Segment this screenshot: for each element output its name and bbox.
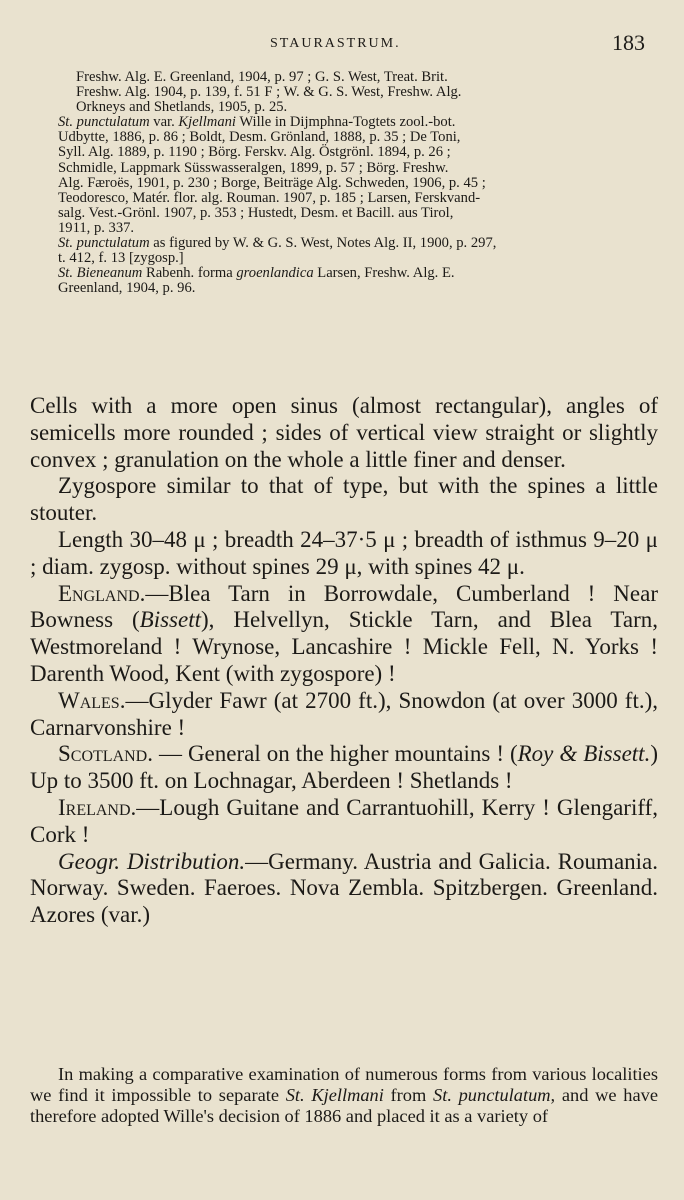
ireland-paragraph (30, 795, 658, 849)
reference-line: t. 412, f. 13 [zygosp.] (58, 250, 184, 267)
reference-line: Alg. Færoës, 1901, p. 230 ; Borge, Beiträge Alg. Schweden, 1906, p. 45 ; (58, 174, 486, 191)
reference-line: Greenland, 1904, p. 96. (58, 280, 196, 297)
taxon-name: St. punctulatum, (433, 1085, 556, 1106)
closing-paragraph (30, 1064, 658, 1128)
page-number: 183 (612, 30, 645, 55)
collector-name: Bissett (139, 607, 201, 633)
locality-text: —Glyder Fawr (at 2700 ft.), Snowdon (at over 3000 ft.), Carnarvonshire ! (30, 687, 658, 740)
distribution-paragraph (30, 849, 658, 929)
reference-line: Udbytte, 1886, p. 86 ; Boldt, Desm. Grönland, 1888, p. 35 ; De Toni, (58, 129, 461, 146)
reference-entry (58, 115, 658, 236)
region-label: Wales. (58, 687, 126, 713)
locality-text: ), Helvellyn, Stickle Tarn, and Blea Tarn, Westmoreland ! Wrynose, Lancashire ! Mickle Fell, N. Yorks ! Darenth Wood, Kent (with zygospore) ! (30, 607, 658, 686)
reference-line: Freshw. Alg. E. Greenland, 1904, p. 97 ; G. S. West, Treat. Brit. (76, 69, 448, 85)
reference-text: var. (149, 114, 179, 131)
main-text (30, 393, 658, 929)
reference-line: 1911, p. 337. (58, 219, 135, 236)
description-paragraph: Cells with a more open sinus (almost rectangular), angles of semicells more rounded ; sides of vertical view straight or slightly convex ; granulation on the whole a little finer and denser. (30, 393, 658, 472)
forma-name: groenlandica (236, 265, 314, 282)
measurements-paragraph: Length 30–48 μ ; breadth 24–37·5 μ ; breadth of isthmus 9–20 μ ; diam. zygosp. without spines 29 μ, with spines 42 μ. (30, 526, 658, 579)
reference-entry (58, 266, 658, 296)
closing-run: from (383, 1085, 434, 1106)
region-label: England. (58, 580, 146, 606)
page-header (0, 30, 684, 60)
region-label: Scotland. (58, 741, 153, 767)
taxon-name: St. punctulatum (58, 114, 150, 131)
reference-line: Teodoresco, Matér. flor. alg. Rouman. 1907, p. 185 ; Larsen, Ferskvand- (58, 189, 481, 206)
wales-paragraph (30, 688, 658, 742)
reference-continuation (58, 70, 658, 115)
scotland-paragraph (30, 741, 658, 795)
reference-text: Wille in Dijmphna-Togtets zool.-bot. (235, 114, 456, 131)
reference-text: Larsen, Freshw. Alg. E. (313, 265, 455, 282)
running-head: STAURASTRUM. (270, 36, 401, 51)
reference-line: Schmidle, Lappmark Süsswasseralgen, 1899, p. 57 ; Börg. Freshw. (58, 159, 449, 176)
taxon-name: St. Bieneanum (58, 265, 143, 282)
synonymy-references (58, 70, 658, 296)
collector-name: Roy & Bissett. (517, 741, 651, 767)
reference-line: Freshw. Alg. 1904, p. 139, f. 51 F ; W. & G. S. West, Freshw. Alg. (76, 84, 462, 101)
closing-run: and we have therefore adopted Wille's decision of 1886 and placed it as a variety of (30, 1085, 658, 1127)
zygospore-paragraph: Zygospore similar to that of type, but with the spines a little stouter. (30, 473, 658, 526)
locality-text: —Lough Guitane and Carrantuohill, Kerry ! Glengariff, Cork ! (30, 794, 658, 847)
taxon-name: St. Kjellmani (285, 1085, 384, 1106)
closing-run: In making a comparative examination of numerous forms from various localities we find it impossible to separate (30, 1064, 658, 1106)
taxon-name: St. punctulatum (58, 235, 150, 252)
england-paragraph (30, 581, 658, 688)
distribution-label: Geogr. Distribution. (58, 848, 246, 874)
variety-name: Kjellmani (178, 114, 236, 131)
reference-line: Orkneys and Shetlands, 1905, p. 25. (76, 99, 288, 116)
reference-text: as figured by W. & G. S. West, Notes Alg. II, 1900, p. 297, (149, 235, 497, 252)
closing-text (30, 1064, 658, 1128)
locality-text: —Blea Tarn in Borrowdale, Cumberland ! Near Bowness ( (30, 580, 658, 633)
locality-text: — General on the higher mountains ! ( (152, 741, 518, 767)
reference-line: Syll. Alg. 1889, p. 1190 ; Börg. Ferskv. Alg. Östgrönl. 1894, p. 26 ; (58, 144, 451, 161)
reference-line: salg. Vest.-Grönl. 1907, p. 353 ; Hustedt, Desm. et Bacill. aus Tirol, (58, 204, 454, 221)
distribution-text: —Germany. Austria and Galicia. Roumania. Norway. Sweden. Faeroes. Nova Zembla. Spitzbergen. Greenland. Azores (var.) (30, 848, 658, 928)
locality-text: ) Up to 3500 ft. on Lochnagar, Aberdeen ! Shetlands ! (30, 741, 658, 794)
reference-text: Rabenh. forma (142, 265, 237, 282)
region-label: Ireland. (58, 794, 137, 820)
reference-entry (58, 236, 658, 266)
